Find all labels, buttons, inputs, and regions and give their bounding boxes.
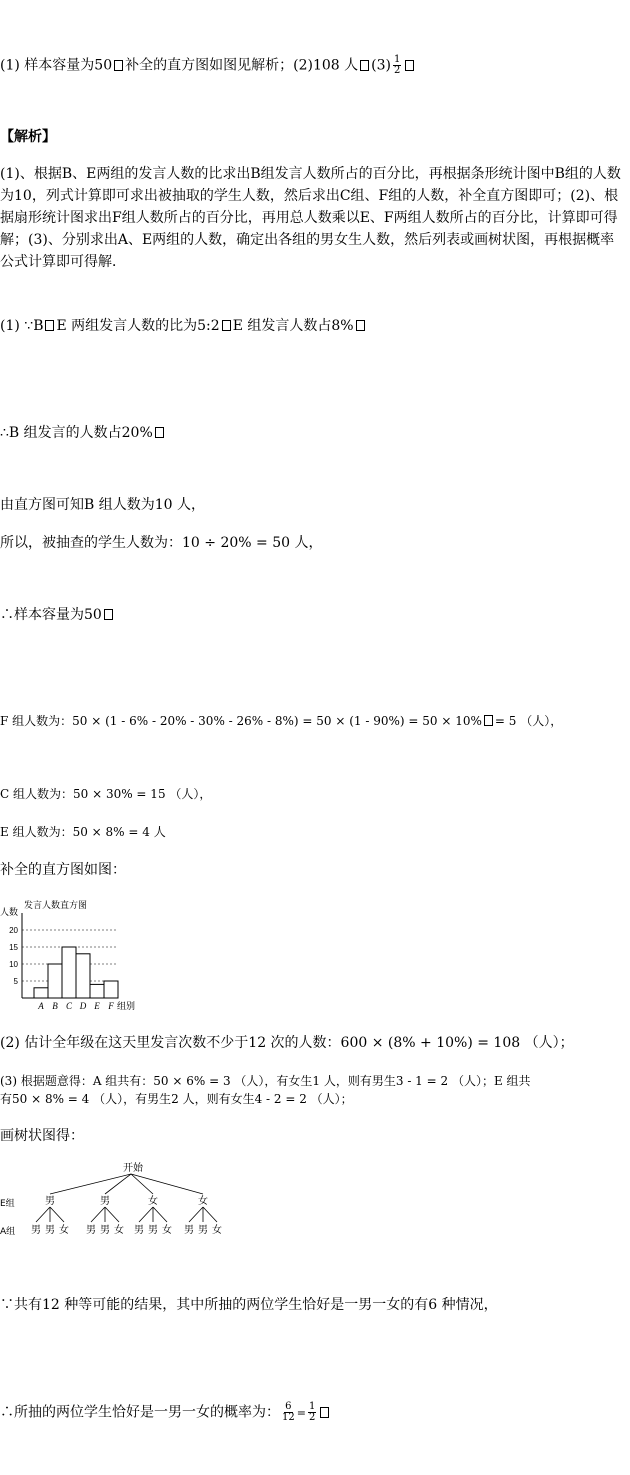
step-13: ∵共有12 种等可能的结果，其中所抽的两位学生恰好是一男一女的有6 种情况， xyxy=(0,1297,498,1313)
step-5: ∴样本容量为50 xyxy=(0,606,115,624)
step-7: C 组人数为：50 × 30% = 15 （人）， xyxy=(0,787,212,801)
missing-glyph-icon xyxy=(45,320,54,331)
step-10: (2) 估计全年级在这天里发言次数不少于12 次的人数：600 × (8% + 10%) = 108 （人）； xyxy=(0,1035,574,1051)
section-title: 【解析】 xyxy=(0,129,56,145)
answer-line xyxy=(0,55,416,76)
category-label: C xyxy=(65,1001,73,1011)
tree-branch xyxy=(139,1207,153,1222)
tree-level1-node: 女 xyxy=(198,1196,208,1207)
tree-level2-node: 男 xyxy=(198,1225,208,1236)
tree-level2-node: 男 xyxy=(86,1225,96,1236)
bar-A xyxy=(34,988,48,998)
step-2: ∴B 组发言的人数占20% xyxy=(0,424,166,442)
missing-glyph-icon xyxy=(320,1407,329,1418)
step-6: F 组人数为：50 × (1 - 6% - 20% - 30% - 26% - 8%) = 50 × (1 - 90%) = 50 × 10% = 5 （人）， xyxy=(0,714,563,728)
tree-branch xyxy=(153,1207,167,1222)
missing-glyph-icon xyxy=(405,60,414,71)
chart-xlabel: 组别 xyxy=(117,1001,136,1011)
step-11b: 有50 × 8% = 4 （人），有男生2 人，则有女生4 - 2 = 2 （人）； xyxy=(0,1092,353,1106)
tree-level2-node: 女 xyxy=(212,1225,222,1236)
answer-part3: (3) xyxy=(371,57,391,74)
step-4: 所以，被抽查的学生人数为：10 ÷ 20% = 50 人， xyxy=(0,535,323,551)
y-tick-label: 10 xyxy=(9,960,18,969)
tree-level1-node: 女 xyxy=(148,1196,158,1207)
missing-glyph-icon xyxy=(484,715,493,726)
step-9: 补全的直方图如图： xyxy=(0,862,126,878)
tree-branch xyxy=(203,1207,217,1222)
bar-F xyxy=(104,981,118,998)
tree-branch xyxy=(36,1207,50,1222)
analysis-paragraph: (1)、根据B、E两组的发言人数的比求出B组发言人数所占的百分比，再根据条形统计图中B组的人数为10，列式计算即可求出被抽取的学生人数，然后求出C组、F组的人数，补全直方图即可；(2)、根据扇形统计图求出F组人数所占的百分比，再用总人数乘以E、F两组人数所占的百分比，计算即可得解；(3)、分别求出A、E两组的人数，确定出各组的男女生人数，然后列表或画树状图，再根据概率公式计算即可得解． xyxy=(0,166,621,270)
tree-level2-node: 男 xyxy=(45,1225,55,1236)
y-tick-label: 5 xyxy=(13,977,18,986)
bar-B xyxy=(48,964,62,998)
probability-fraction-1: $\frac{6}{12}$ xyxy=(282,1401,295,1423)
tree-diagram xyxy=(0,1160,240,1245)
tree-branch xyxy=(91,1207,105,1222)
tree-level2-node: 男 xyxy=(134,1225,144,1236)
y-tick-label: 20 xyxy=(9,926,18,935)
tree-level2-node: 女 xyxy=(162,1225,172,1236)
tree-branch xyxy=(189,1207,203,1222)
tree-branch xyxy=(105,1207,119,1222)
bar-C xyxy=(62,947,76,998)
tree-level1-node: 男 xyxy=(45,1196,55,1207)
tree-level2-node: 男 xyxy=(100,1225,110,1236)
answer-part2: 补全的直方图如图见解析；(2)108 人 xyxy=(125,57,359,74)
tree-level1-label: E组 xyxy=(0,1199,15,1209)
missing-glyph-icon xyxy=(104,609,113,620)
category-label: D xyxy=(79,1001,87,1011)
missing-glyph-icon xyxy=(360,60,369,71)
category-label: A xyxy=(38,1001,44,1011)
tree-level1-node: 男 xyxy=(100,1196,110,1207)
tree-root: 开始 xyxy=(123,1163,143,1174)
category-label: F xyxy=(108,1001,114,1011)
missing-glyph-icon xyxy=(356,320,365,331)
tree-branch xyxy=(50,1207,64,1222)
missing-glyph-icon xyxy=(222,320,231,331)
step-12: 画树状图得： xyxy=(0,1128,84,1144)
missing-glyph-icon xyxy=(155,427,164,438)
step-8: E 组人数为：50 × 8% = 4 人 xyxy=(0,825,166,839)
tree-level2-node: 男 xyxy=(148,1225,158,1236)
category-label: E xyxy=(94,1001,100,1011)
tree-level2-node: 男 xyxy=(184,1225,194,1236)
chart-title: 发言人数直方图 xyxy=(24,900,88,910)
chart-ylabel: 人数 xyxy=(0,907,19,917)
answer-fraction: $\frac{1}{2}$ xyxy=(393,54,401,76)
step-11a: (3) 根据题意得：A 组共有：50 × 6% = 3 （人），有女生1 人，则有男生3 - 1 = 2 （人）；E 组共 xyxy=(0,1074,531,1088)
bar-E xyxy=(90,984,104,998)
answer-part1: (1) 样本容量为50 xyxy=(0,57,113,74)
histogram-chart xyxy=(0,895,150,1015)
tree-level2-node: 女 xyxy=(59,1225,69,1236)
bar-D xyxy=(76,954,90,998)
category-label: B xyxy=(52,1001,58,1011)
step-14: ∴所抽的两位学生恰好是一男一女的概率为： $\frac{6}{12}$ = $\frac{1}{2}$ xyxy=(0,1402,331,1423)
probability-fraction-2: $\frac{1}{2}$ xyxy=(308,1401,316,1423)
step-3: 由直方图可知B 组人数为10 人， xyxy=(0,497,206,513)
tree-level2-node: 男 xyxy=(31,1225,41,1236)
missing-glyph-icon xyxy=(114,60,123,71)
tree-level2-node: 女 xyxy=(114,1225,124,1236)
y-tick-label: 15 xyxy=(9,943,18,952)
step-1: (1) ∵B E 两组发言人数的比为5:2 E 组发言人数占8% xyxy=(0,317,367,335)
tree-level2-label: A组 xyxy=(0,1227,16,1237)
tree-branch xyxy=(50,1174,131,1194)
